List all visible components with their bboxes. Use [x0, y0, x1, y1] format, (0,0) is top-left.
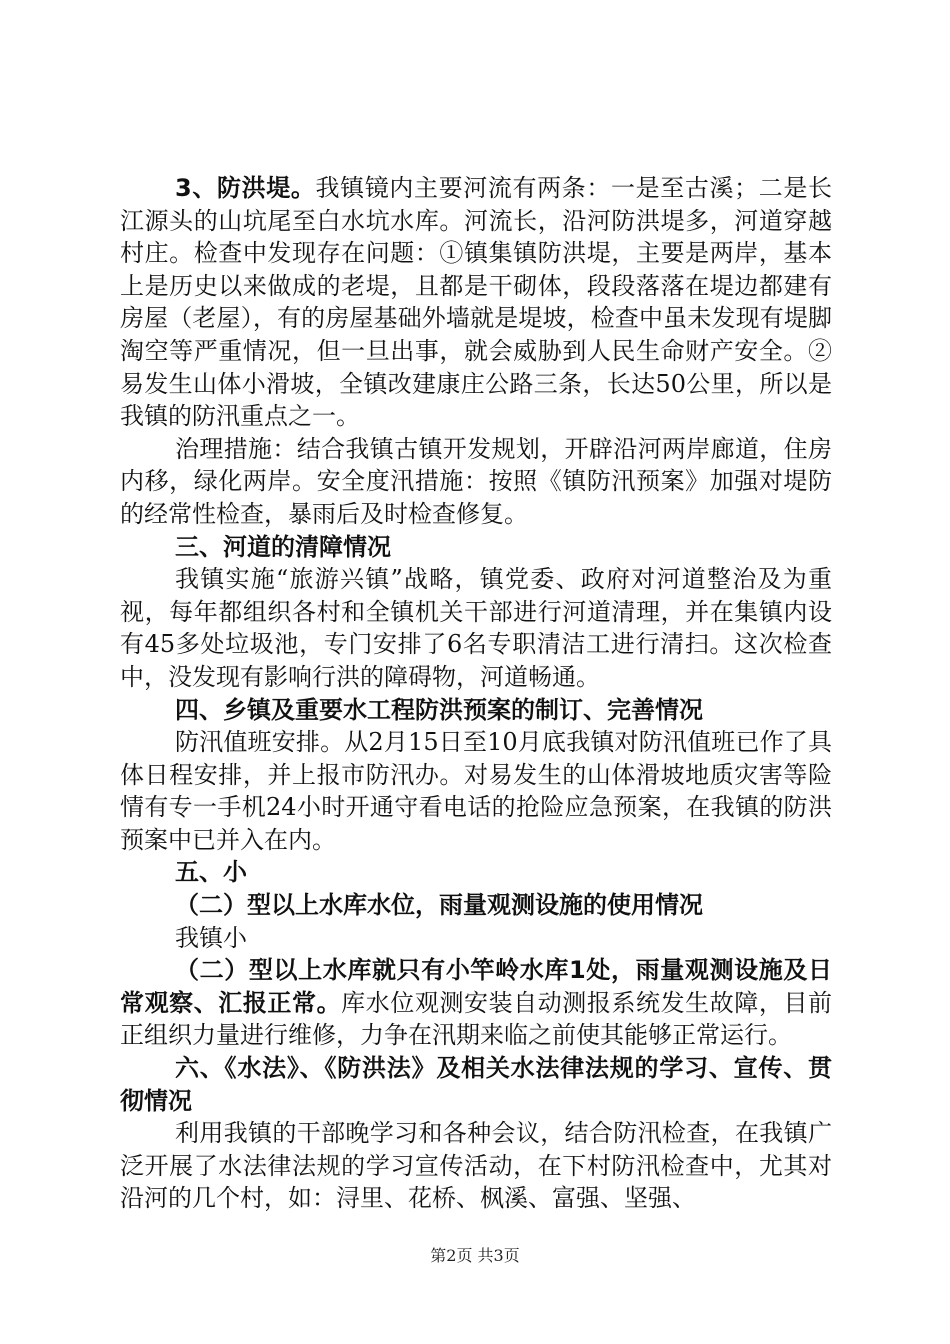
paragraph-town-small: 我镇小	[175, 923, 247, 952]
section-heading-5: 五、小	[175, 858, 247, 887]
page-number-footer: 第2页 共3页	[430, 1246, 520, 1265]
paragraph-text: 我镇镜内主要河流有两条：一是至古溪；二是长江源头的山坑尾至白水坑水库。河流长，沿河防洪堤多，河道穿越村庄。检查中发现存在问题：①镇集镇防洪堤，主要是两岸，基本上是历史以来做成的老堤，且都是干砌体，段段落落在堤边都建有房屋（老屋），有的房屋基础外墙就是堤坡，检查中虽未发现有堤脚淘空等严重情况，但一旦出事，就会威胁到人民生命财产安全。②易发生山体小滑坡，全镇改建康庄公路三条，长达50公里，所以是我镇的防汛重点之一。	[120, 174, 833, 431]
paragraph-lead: 3、防洪堤。	[175, 174, 316, 202]
paragraph-law-study: 利用我镇的干部晚学习和各种会议，结合防汛检查，在我镇广泛开展了水法律法规的学习宣传活动，在下村防汛检查中，尤其对沿河的几个村，如：浔里、花桥、枫溪、富强、坚强、	[120, 1119, 832, 1213]
section-heading-4: 四、乡镇及重要水工程防洪预案的制订、完善情况	[175, 695, 703, 724]
section-heading-5-continued: （二）型以上水库水位，雨量观测设施的使用情况	[175, 891, 703, 920]
paragraph-reservoir	[120, 954, 832, 1052]
paragraph-duty-schedule: 防汛值班安排。从2月15日至10月底我镇对防汛值班已作了具体日程安排，并上报市防汛办。对易发生的山体滑坡地质灾害等险情有专一手机24小时开通守看电话的抢险应急预案，在我镇的防洪预案中已并入在内。	[120, 728, 832, 854]
paragraph-text: 库水位观测安装自动测报系统发生故障，目前正组织力量进行维修，力争在汛期来临之前使其能够正常运行。	[120, 988, 833, 1050]
document-body	[120, 172, 832, 1215]
paragraph-measures: 治理措施：结合我镇古镇开发规划，开辟沿河两岸廊道，住房内移，绿化两岸。安全度汛措施：按照《镇防汛预案》加强对堤防的经常性检查，暴雨后及时检查修复。	[120, 434, 832, 528]
section-heading-6: 六、《水法》、《防洪法》及相关水法律法规的学习、宣传、贯彻情况	[120, 1054, 832, 1115]
section-heading-3: 三、河道的清障情况	[175, 532, 391, 561]
paragraph-lead: （二）型以上水库就只有小竿岭水库1处，雨量观测设施及日常观察、汇报正常。	[120, 956, 832, 1017]
paragraph-flood-dike	[120, 172, 832, 433]
paragraph-river-clearing: 我镇实施“旅游兴镇”战略，镇党委、政府对河道整治及为重视，每年都组织各村和全镇机关干部进行河道清理，并在集镇内设有45多处垃圾池，专门安排了6名专职清洁工进行清扫。这次检查中，没发现有影响行洪的障碍物，河道畅通。	[120, 565, 832, 691]
